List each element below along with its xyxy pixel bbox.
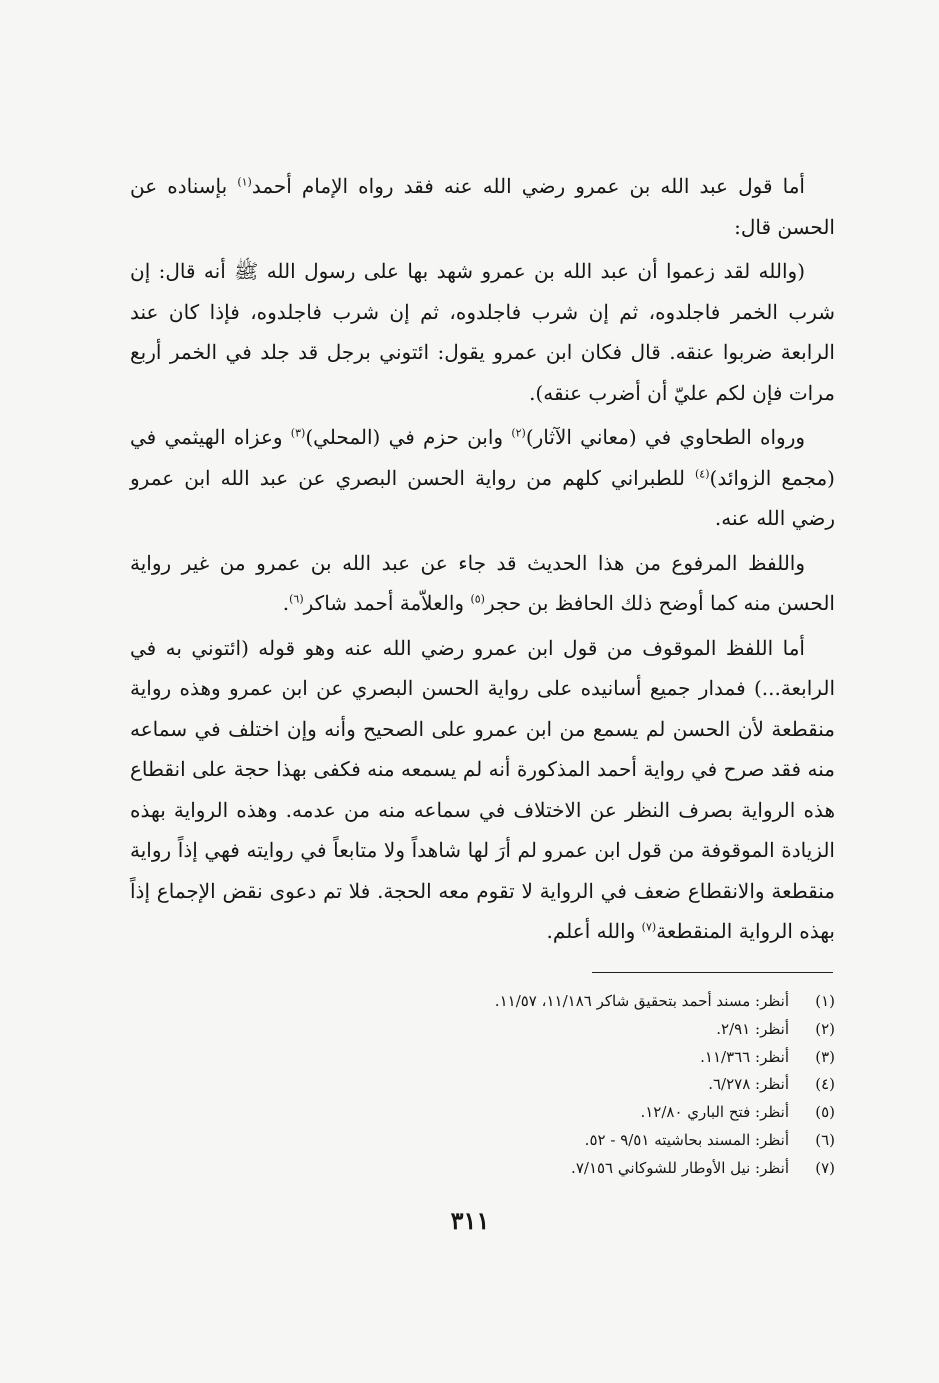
- paragraph-5-text-a: أما اللفظ الموقوف من قول ابن عمرو رضي الله عنه وهو قوله (ائتوني به في الرابعة...) فمدار جميع أسانيده على رواية الحسن البصري عن ابن عمرو وهذه رواية منقطعة لأن الحسن لم يسمع من ابن عمرو على الصحيح وأنه وإن اختلف في سماعه منه فقد صرح في رواية أحمد المذكورة أنه لم يسمعه منه فكفى بهذا حجة على انقطاع هذه الرواية بصرف النظر عن الاختلاف في سماعه منه من عدمه. وهذه الرواية بهذه الزيادة الموقوفة من قول ابن عمرو لم أرَ لها شاهداً ولا متابعاً في روايته فهي إذاً رواية منقطعة والانقطاع ضعف في الرواية لا تقوم معه الحجة. فلا تم دعوى نقض الإجماع إذاً بهذه الرواية المنقطعة: [130, 635, 835, 943]
- footnote-item: [300, 1127, 835, 1155]
- paragraph-3: [130, 417, 835, 539]
- footnote-text: أنظر: ٢/٩١.: [716, 1019, 789, 1038]
- paragraph-1: [130, 166, 835, 247]
- paragraph-3-text-c: وعزاه الهيثمي في (مجمع الزوائد): [130, 425, 835, 490]
- footnote-number: (٧): [815, 1158, 835, 1177]
- paragraph-5-text-b: والله أعلم.: [546, 919, 642, 943]
- page-number: ٣١١: [450, 1206, 490, 1235]
- paragraph-1-text: أما قول عبد الله بن عمرو رضي الله عنه فقد رواه الإمام أحمد: [251, 174, 805, 198]
- paragraph-4-text-b: والعلاّمة أحمد شاكر: [303, 591, 471, 615]
- footnote-text: أنظر: فتح الباري ١٢/٨٠.: [640, 1103, 789, 1122]
- footnote-ref[interactable]: (١): [237, 175, 252, 189]
- footnote-ref[interactable]: (٣): [290, 426, 306, 440]
- footnotes: [300, 988, 835, 1183]
- footnote-text: أنظر: نيل الأوطار للشوكاني ٧/١٥٦.: [571, 1158, 789, 1177]
- footnote-item: [300, 1044, 835, 1072]
- footnote-number: (٤): [815, 1075, 835, 1094]
- paragraph-2-text: (والله لقد زعموا أن عبد الله بن عمرو شهد بها على رسول الله ﷺ أنه قال: إن شرب الخمر فاجلدوه، ثم إن شرب فاجلدوه، ثم إن شرب فاجلدوه، فإذا كان عند الرابعة ضربوا عنقه. قال فكان ابن عمرو يقول: ائتوني برجل قد جلد في الخمر أربع مرات فإن لكم عليّ أن أضرب عنقه).: [130, 259, 835, 405]
- footnote-item: [300, 1016, 835, 1044]
- footnote-item: [300, 1071, 835, 1099]
- paragraph-4-text-a: واللفظ المرفوع من هذا الحديث قد جاء عن عبد الله بن عمرو من غير رواية الحسن منه كما أوضح ذلك الحافظ بن حجر: [130, 550, 835, 615]
- footnote-text: أنظر: ٦/٢٧٨.: [708, 1075, 789, 1094]
- footnote-ref[interactable]: (٦): [289, 592, 304, 606]
- footnote-ref[interactable]: (٤): [695, 466, 710, 480]
- paragraph-2: [130, 251, 835, 413]
- paragraph-4: [130, 543, 835, 624]
- footnote-ref[interactable]: (٥): [470, 592, 485, 606]
- paragraph-3-text-a: ورواه الطحاوي في (معاني الآثار): [525, 425, 806, 449]
- paragraph-3-text-b: وابن حزم في (المحلي): [305, 425, 512, 449]
- footnote-number: (٢): [815, 1019, 835, 1038]
- paragraph-1-tail: بإسناده عن الحسن قال:: [130, 174, 835, 239]
- paragraph-4-text-c: .: [282, 591, 290, 615]
- footnote-item: [300, 1155, 835, 1183]
- footnote-text: أنظر: المسند بحاشيته ٩/٥١ - ٥٢.: [584, 1130, 789, 1149]
- footnote-ref[interactable]: (٢): [511, 426, 526, 440]
- paragraph-5: [130, 628, 835, 952]
- footnote-number: (٥): [815, 1103, 835, 1122]
- footnote-ref[interactable]: (٧): [641, 920, 657, 934]
- footnote-number: (٣): [815, 1047, 835, 1066]
- footnote-number: (٦): [815, 1130, 835, 1149]
- footnote-separator: [592, 972, 833, 973]
- paragraph-3-text-d: للطبراني كلهم من رواية الحسن البصري عن عبد الله ابن عمرو رضي الله عنه.: [130, 465, 835, 530]
- footnote-item: [300, 1099, 835, 1127]
- footnote-number: (١): [815, 992, 835, 1010]
- footnote-item: [300, 988, 835, 1016]
- main-text: [130, 166, 835, 956]
- footnote-text: أنظر: مسند أحمد بتحقيق شاكر ١١/١٨٦، ١١/٥٧.: [494, 992, 789, 1010]
- footnote-text: أنظر: ١١/٣٦٦.: [700, 1047, 789, 1066]
